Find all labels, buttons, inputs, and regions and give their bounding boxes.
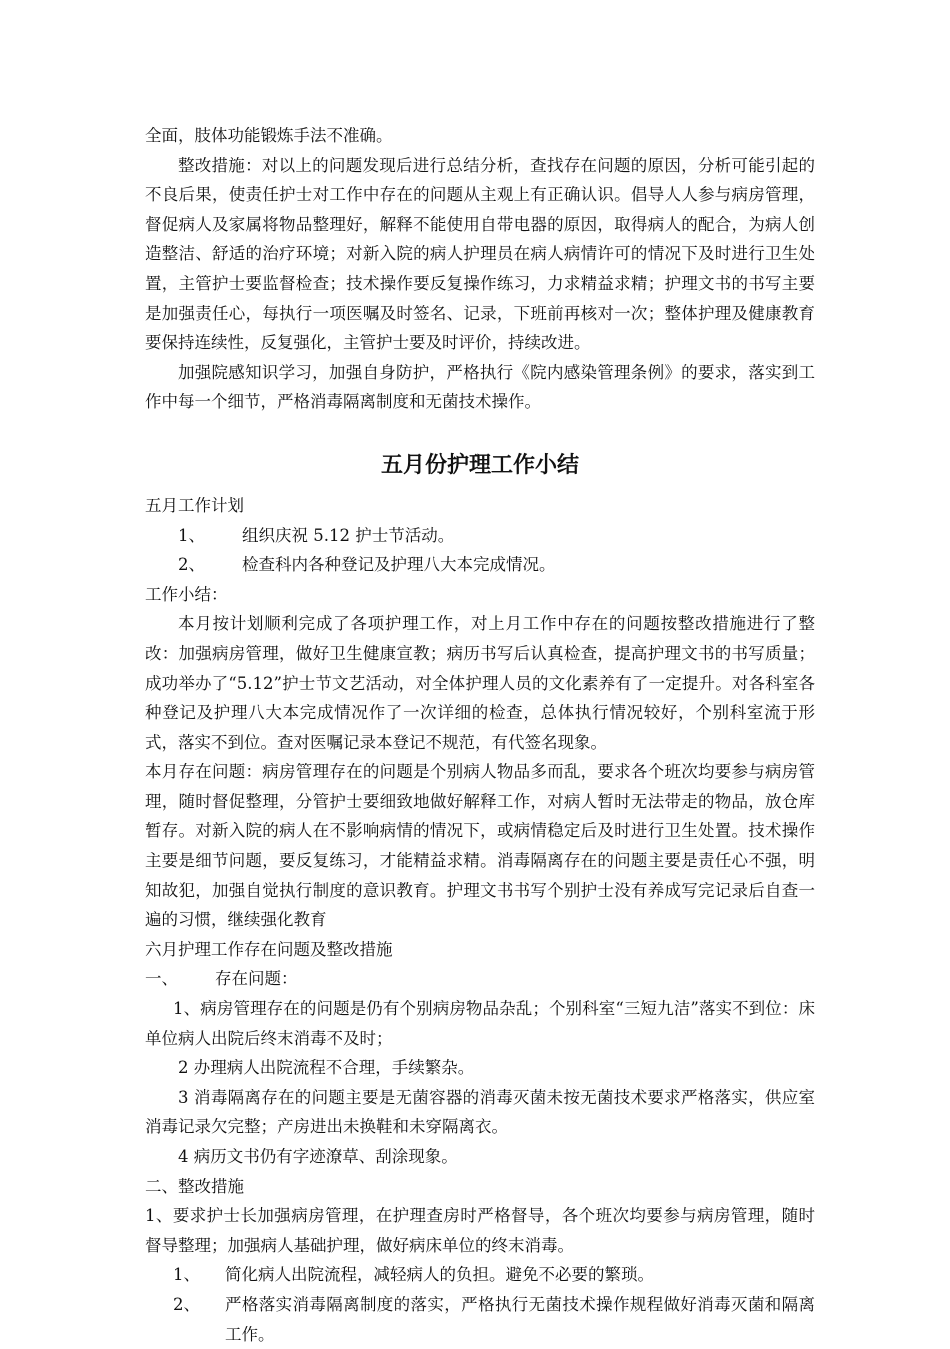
paragraph-rectification-measures: 整改措施：对以上的问题发现后进行总结分析，查找存在问题的原因，分析可能引起的不良后果，使责任护士对工作中存在的问题从主观上有正确认识。倡导人人参与病房管理，督促病人及家属将物品整理好，解释不能使用自带电器的原因，取得病人的配合，为病人创造整洁、舒适的治疗环境；对新入院的病人护理员在病人病情许可的情况下及时进行卫生处置，主管护士要监督检查；技术操作要反复操作练习，力求精益求精；护理文书的书写主要是加强责任心，每执行一项医嘱及时签名、记录，下班前再核对一次；整体护理及健康教育要保持连续性，反复强化，主管护士要及时评价，持续改进。 [145, 155, 815, 353]
plan-heading: 五月工作计划 [145, 495, 244, 515]
measure-item [145, 1290, 815, 1349]
paragraph-infection-control: 加强院感知识学习，加强自身防护，严格执行《院内感染管理条例》的要求，落实到工作中每一个细节，严格消毒隔离制度和无菌技术操作。 [145, 362, 815, 412]
section-title: 五月份护理工作小结 [380, 452, 579, 478]
paragraph-limb-training: 全面，肢体功能锻炼手法不准确。 [145, 126, 393, 145]
problems-paragraph: 本月存在问题：病房管理存在的问题是个别病人物品多而乱，要求各个班次均要参与病房管理，随时督促整理，分管护士要细致地做好解释工作，对病人暂时无法带走的物品，放仓库暂存。对新入院的病人在不影响病情的情况下，或病情稳定后及时进行卫生处置。技术操作主要是细节问题，要反复练习，才能精益求精。消毒隔离存在的问题主要是责任心不强，明知故犯，加强自觉执行制度的意识教育。护理文书书写个别护士没有养成写完记录后自查一遍的习惯，继续强化教育 [145, 762, 815, 930]
measure-item-number: 2、 [173, 1294, 200, 1314]
measures-paragraph: 1、要求护士长加强病房管理，在护理查房时严格督导，各个班次均要参与病房管理，随时督导整理；加强病人基础护理，做好病床单位的终末消毒。 [145, 1206, 815, 1255]
measure-item-number: 1、 [173, 1265, 200, 1285]
plan-item-number: 2、 [178, 555, 205, 575]
measures-heading: 二、整改措施 [145, 1176, 244, 1196]
measure-item-text: 简化病人出院流程，减轻病人的负担。避免不必要的繁琐。 [225, 1265, 654, 1285]
problem-item: 4 病历文书仍有字迹潦草、刮涂现象。 [178, 1147, 458, 1166]
summary-paragraph: 本月按计划顺利完成了各项护理工作，对上月工作中存在的问题按整改措施进行了整改：加强病房管理，做好卫生健康宣教；病历书写后认真检查，提高护理文书的书写质量；成功举办了“5.12”护士节文艺活动，对全体护理人员的文化素养有了一定提升。对各科室各种登记及护理八大本完成情况作了一次详细的检查，总体执行情况较好，个别科室流于形式，落实不到位。查对医嘱记录本登记不规范，有代签名现象。 [145, 614, 815, 752]
problem-item: 2 办理病人出院流程不合理，手续繁杂。 [178, 1058, 475, 1078]
problems-heading: 存在问题： [215, 969, 298, 989]
summary-heading: 工作小结： [145, 584, 228, 604]
plan-item [145, 521, 815, 551]
problems-heading-number: 一、 [145, 969, 178, 989]
june-heading: 六月护理工作存在问题及整改措施 [145, 939, 393, 959]
plan-item-number: 1、 [178, 525, 205, 545]
document-body [145, 121, 815, 1349]
problem-item: 3 消毒隔离存在的问题主要是无菌容器的消毒灭菌未按无菌技术要求严格落实，供应室消毒记录欠完整；产房进出未换鞋和未穿隔离衣。 [145, 1087, 815, 1137]
plan-item-text: 检查科内各种登记及护理八大本完成情况。 [242, 555, 556, 575]
problems-heading-row [145, 964, 815, 994]
measure-item-text: 严格落实消毒隔离制度的落实，严格执行无菌技术操作规程做好消毒灭菌和隔离工作。 [225, 1294, 815, 1344]
plan-item [145, 550, 815, 580]
plan-item-text: 组织庆祝 5.12 护士节活动。 [242, 525, 455, 545]
measure-item [145, 1260, 815, 1290]
problem-item: 1、病房管理存在的问题是仍有个别病房物品杂乱；个别科室“三短九洁”落实不到位：床单位病人出院后终末消毒不及时； [145, 999, 815, 1048]
